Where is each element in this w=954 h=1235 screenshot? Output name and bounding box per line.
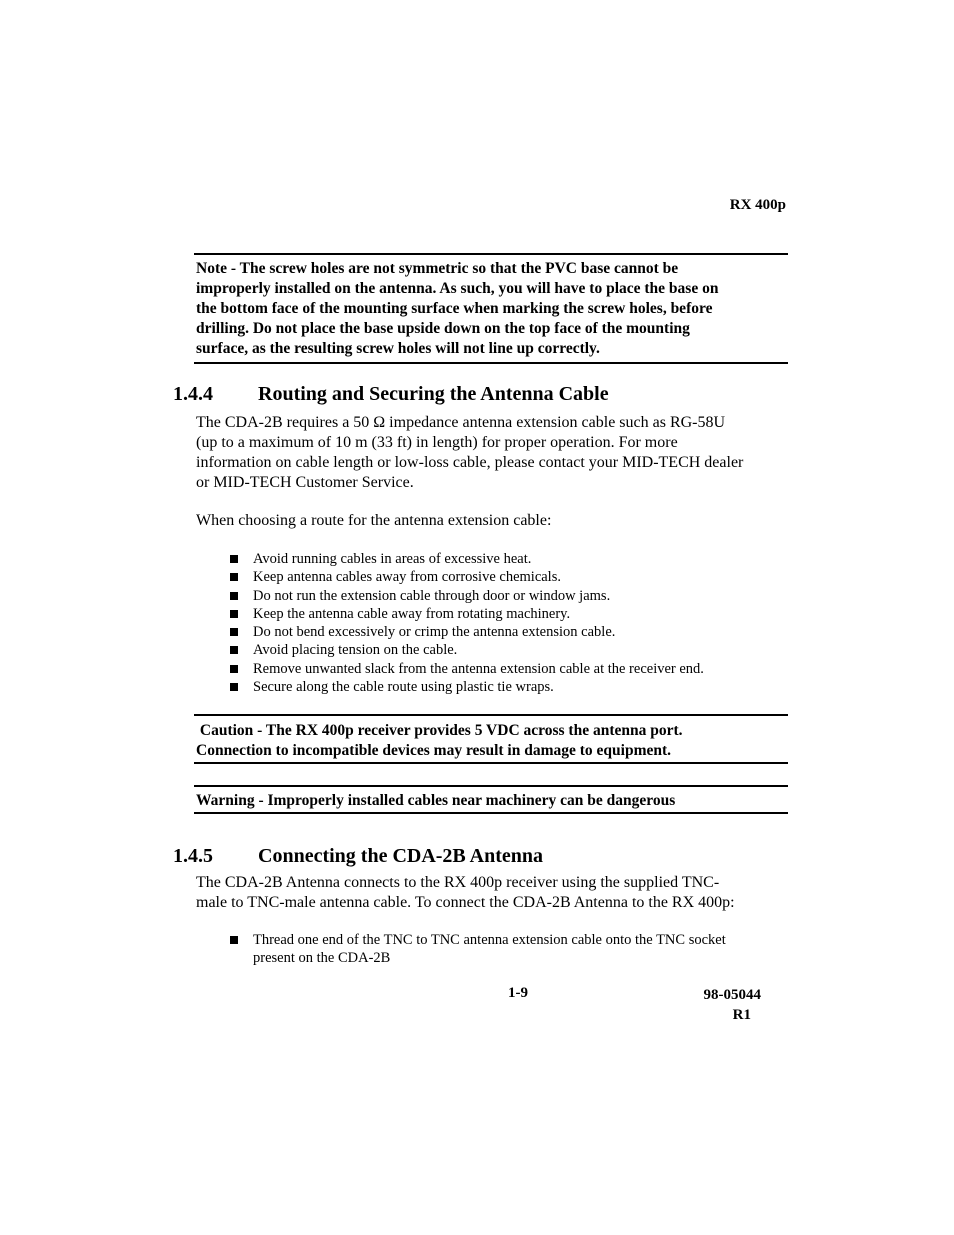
list-item (230, 931, 790, 968)
list-item (230, 550, 790, 568)
note-line: improperly installed on the antenna. As such, you will have to place the base on (196, 280, 719, 297)
paragraph-line: male to TNC-male antenna cable. To connect the CDA-2B Antenna to the RX 400p: (196, 894, 735, 911)
section-number: 1.4.5 (173, 845, 213, 867)
bullet-square-icon (230, 555, 238, 563)
paragraph-line: The CDA-2B Antenna connects to the RX 400p receiver using the supplied TNC- (196, 874, 720, 891)
cable-requirements-paragraph (196, 413, 792, 493)
section-heading-1-4-5 (173, 845, 543, 868)
list-item-text: Do not run the extension cable through door or window jams. (253, 587, 611, 604)
paragraph-line: (up to a maximum of 10 m (33 ft) in length) for proper operation. For more (196, 434, 678, 451)
list-item-text: Thread one end of the TNC to TNC antenna extension cable onto the TNC socket (253, 932, 726, 948)
list-item-text: Keep antenna cables away from corrosive chemicals. (253, 569, 561, 586)
running-header: RX 400p (729, 197, 786, 213)
bullet-square-icon (230, 573, 238, 581)
list-item-text: Avoid placing tension on the cable. (253, 642, 458, 659)
note-line: the bottom face of the mounting surface when marking the screw holes, before (196, 300, 713, 317)
bullet-square-icon (230, 683, 238, 691)
note-line: drilling. Do not place the base upside down on the top face of the mounting (196, 320, 690, 337)
list-item (230, 641, 790, 659)
list-item-text: Secure along the cable route using plastic tie wraps. (253, 679, 554, 696)
bullet-square-icon (230, 628, 238, 636)
caution-line: Caution - The RX 400p receiver provides 5 VDC across the antenna port. (196, 722, 683, 739)
routing-guidelines-list (230, 550, 790, 696)
list-item-text: present on the CDA-2B (253, 950, 391, 967)
doc-number: 98-05044 (703, 987, 761, 1003)
bullet-square-icon (230, 936, 238, 944)
list-item (230, 660, 790, 678)
list-item-text: Keep the antenna cable away from rotating machinery. (253, 605, 571, 622)
warning-box (194, 785, 788, 814)
bullet-square-icon (230, 592, 238, 600)
paragraph-line: information on cable length or low-loss cable, please contact your MID-TECH dealer (196, 454, 744, 471)
paragraph-line: or MID-TECH Customer Service. (196, 474, 414, 491)
list-item-text: Avoid running cables in areas of excessive heat. (253, 551, 532, 567)
connection-steps-list (230, 931, 790, 968)
caution-line: Connection to incompatible devices may result in damage to equipment. (196, 742, 672, 759)
document-number (701, 985, 761, 1025)
section-heading-1-4-4 (173, 383, 609, 406)
note-box (194, 253, 788, 364)
list-item (230, 678, 790, 696)
note-line: surface, as the resulting screw holes will not line up correctly. (196, 340, 600, 357)
list-item (230, 568, 790, 586)
section-title: Routing and Securing the Antenna Cable (258, 383, 609, 405)
bullet-square-icon (230, 665, 238, 673)
page-number: 1-9 (508, 985, 528, 1001)
list-item-text: Do not bend excessively or crimp the antenna extension cable. (253, 624, 616, 641)
route-intro-paragraph: When choosing a route for the antenna extension cable: (196, 512, 552, 529)
bullet-square-icon (230, 646, 238, 654)
warning-text: Warning - Improperly installed cables near machinery can be dangerous (196, 792, 676, 809)
list-item (230, 605, 790, 623)
doc-revision: R1 (732, 1007, 751, 1023)
list-item-text: Remove unwanted slack from the antenna extension cable at the receiver end. (253, 660, 704, 677)
section-number: 1.4.4 (173, 383, 213, 405)
note-line: Note - The screw holes are not symmetric so that the PVC base cannot be (196, 260, 679, 277)
paragraph-line: The CDA-2B requires a 50 Ω impedance antenna extension cable such as RG-58U (196, 414, 726, 431)
caution-box (194, 714, 788, 764)
connection-intro-paragraph (196, 873, 792, 913)
section-title: Connecting the CDA-2B Antenna (258, 845, 544, 867)
list-item (230, 587, 790, 605)
bullet-square-icon (230, 610, 238, 618)
list-item (230, 623, 790, 641)
